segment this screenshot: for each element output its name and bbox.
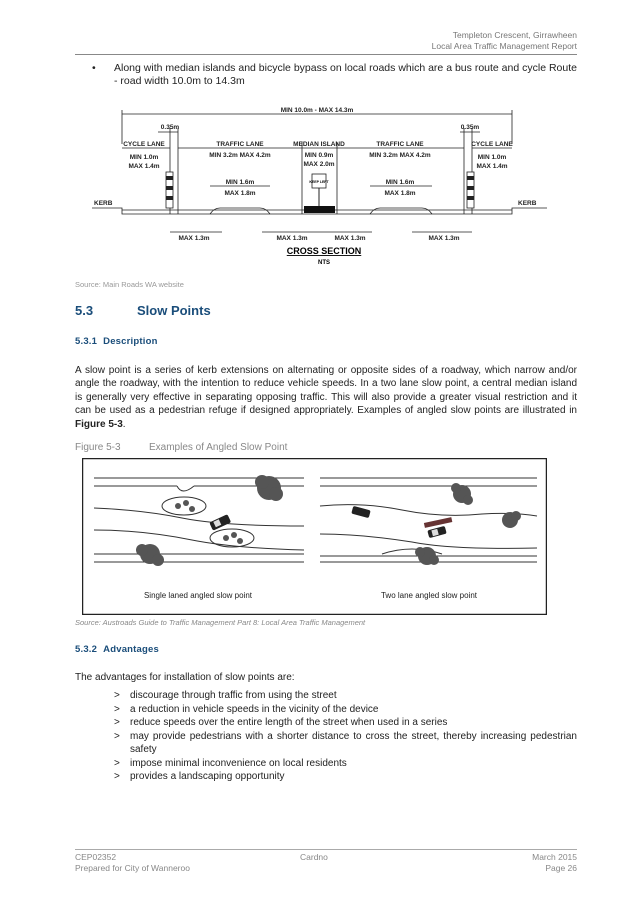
left-inner-max: MAX 1.8m: [224, 190, 256, 197]
description-text: A slow point is a series of kerb extensions on alternating or opposite sides of a roadway, which narrow and/or angle the roadway, with the intention to reduce vehicle speeds. In a two lane slow point, a central median island is generally very effective in separating opposing traffic. This will also provide a greater visual restriction and it can be used as a pedestrian refuge if designed appropriately. Examples of angled slow points are illustrated in: [75, 365, 577, 417]
list-item: > may provide pedestrians with a shorter distance to cross the street, thereby increasing pedestrian safety: [114, 730, 577, 755]
description-paragraph: [75, 364, 577, 431]
left-offset: 0.35m: [160, 124, 180, 131]
prepared-for: Prepared for City of Wanneroo: [75, 863, 190, 873]
running-header: [432, 30, 577, 52]
description-end: .: [122, 418, 126, 430]
doc-number: CEP02352: [75, 852, 117, 862]
left-cycle-lane-title: CYCLE LANE: [123, 141, 165, 148]
right-inner-max: MAX 1.8m: [384, 190, 416, 197]
figure-title: Examples of Angled Slow Point: [149, 442, 288, 453]
right-panel-label: Two lane angled slow point: [380, 591, 478, 600]
cross-section-scale: NTS: [318, 260, 330, 266]
subsection-number: 5.3.2: [75, 644, 98, 655]
advantages-intro: The advantages for installation of slow points are:: [75, 672, 295, 683]
slow-point-figure: [82, 458, 547, 615]
subsection-title: Advantages: [103, 644, 159, 655]
right-traffic-range: MIN 3.2m MAX 4.2m: [369, 152, 431, 159]
source-austroads: Source: Austroads Guide to Traffic Management Part 8: Local Area Traffic Management: [75, 618, 366, 627]
footer-rule: [75, 849, 577, 850]
intro-bullet: [92, 62, 577, 88]
right-kerb-label: KERB: [518, 200, 537, 207]
section-title: Slow Points: [137, 303, 211, 318]
footer-left: [75, 852, 190, 874]
left-cycle-min: MIN 1.0m: [129, 154, 159, 161]
right-offset: 0.35m: [460, 124, 480, 131]
left-traffic-range: MIN 3.2m MAX 4.2m: [209, 152, 271, 159]
section-heading: [75, 303, 211, 318]
subsection-advantages-heading: [75, 644, 159, 655]
list-item: > discourage through traffic from using the street: [114, 690, 337, 701]
source-main-roads: Source: Main Roads WA website: [75, 280, 184, 289]
median-min: MIN 0.9m: [304, 152, 334, 159]
cross-section-title: CROSS SECTION: [286, 246, 362, 256]
right-cycle-max: MAX 1.4m: [476, 163, 508, 170]
right-cycle-lane-title: CYCLE LANE: [471, 141, 513, 148]
figure-number: Figure 5-3: [75, 442, 121, 453]
list-item: > provides a landscaping opportunity: [114, 771, 285, 782]
median-title: MEDIAN ISLAND: [293, 141, 345, 148]
gap-1: MAX 1.3m: [178, 235, 210, 242]
subsection-number: 5.3.1: [75, 336, 98, 347]
header-rule: [75, 54, 577, 55]
bullet-text: Along with median islands and bicycle bypass on local roads which are a bus route and cycle Route - road width 10.0m to 14.3m: [114, 62, 577, 87]
left-kerb-label: KERB: [94, 200, 113, 207]
sign-label: KEEP LEFT: [309, 180, 329, 184]
left-panel-label: Single laned angled slow point: [143, 591, 253, 600]
page-number: Page 26: [545, 863, 577, 873]
bullet-marker: •: [92, 62, 96, 74]
figure-reference: Figure 5-3: [75, 418, 123, 430]
left-traffic-lane-title: TRAFFIC LANE: [216, 141, 264, 148]
median-max: MAX 2.0m: [303, 161, 335, 168]
right-traffic-lane-title: TRAFFIC LANE: [376, 141, 424, 148]
left-inner-min: MIN 1.6m: [225, 179, 255, 186]
left-cycle-max: MAX 1.4m: [128, 163, 160, 170]
gap-2: MAX 1.3m: [276, 235, 308, 242]
header-report-title: Local Area Traffic Management Report: [431, 41, 577, 51]
footer-right: [532, 852, 577, 874]
overall-width: MIN 10.0m - MAX 14.3m: [280, 107, 354, 114]
cross-section-diagram: [92, 104, 562, 270]
list-item: > reduce speeds over the entire length of the street when used in a series: [114, 717, 448, 728]
list-item: > impose minimal inconvenience on local residents: [114, 757, 347, 769]
report-date: March 2015: [532, 852, 577, 862]
gap-3: MAX 1.3m: [334, 235, 366, 242]
figure-caption: [75, 442, 287, 453]
gap-4: MAX 1.3m: [428, 235, 460, 242]
right-cycle-min: MIN 1.0m: [477, 154, 507, 161]
footer-company: Cardno: [300, 852, 328, 862]
right-inner-min: MIN 1.6m: [385, 179, 415, 186]
section-number: 5.3: [75, 303, 94, 318]
subsection-description-heading: [75, 336, 158, 347]
header-location: Templeton Crescent, Girrawheen: [452, 30, 577, 40]
advantages-list: [114, 689, 577, 784]
list-item: > a reduction in vehicle speeds in the vicinity of the device: [114, 703, 379, 715]
subsection-title: Description: [103, 336, 158, 347]
